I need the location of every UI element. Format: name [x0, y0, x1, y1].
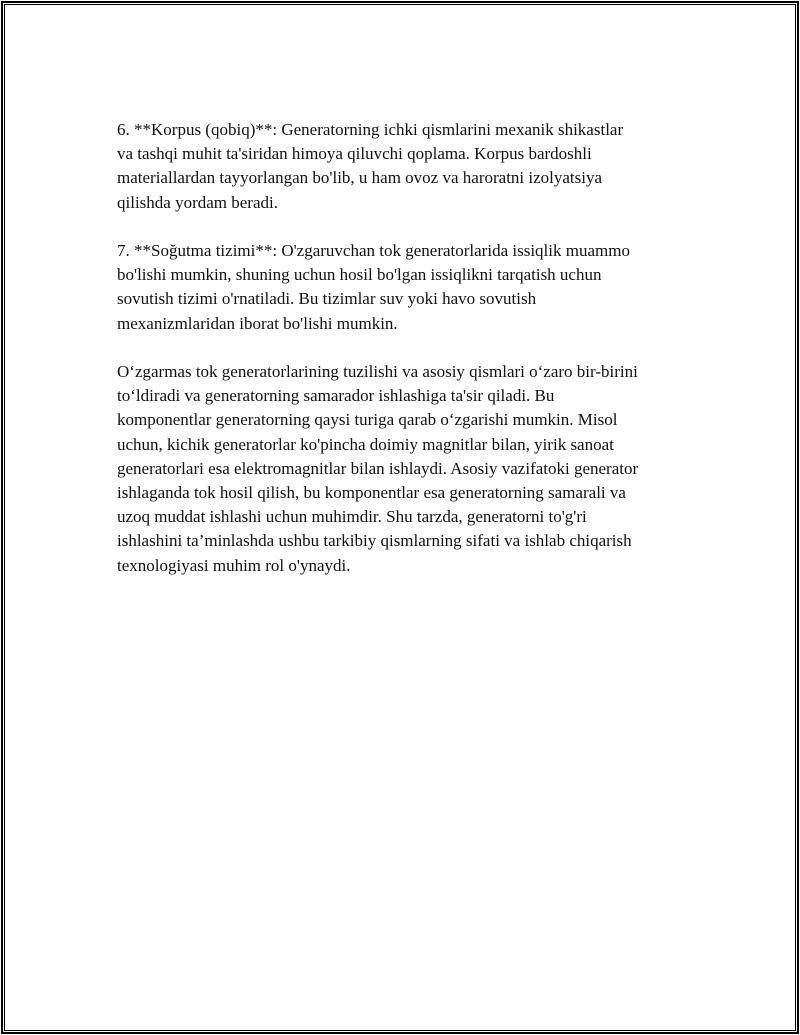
document-body: [117, 118, 697, 602]
paragraph-summary: O‘zgarmas tok generatorlarining tuzilishi va asosiy qismlari o‘zaro bir-birini to‘ldiradi va generatorning samarador ishlashiga ta'sir qiladi. Bu komponentlar generatorning qaysi turiga qarab o‘zgarishi mumkin. Misol uchun, kichik generatorlar ko'pincha doimiy magnitlar bilan, yirik sanoat generatorlari esa elektromagnitlar bilan ishlaydi. Asosiy vazifatoki generator ishlaganda tok hosil qilish, bu komponentlar esa generatorning samarali va uzoq muddat ishlashi uchun muhimdir. Shu tarzda, generatorni to'g'ri ishlashini ta’minlashda ushbu tarkibiy qismlarning sifati va ishlab chiqarish texnologiyasi muhim rol o'ynaydi.: [117, 362, 639, 575]
paragraph-sogutma-tizimi: 7. **Soğutma tizimi**: O'zgaruvchan tok generatorlarida issiqlik muammo bo'lishi mumkin, shuning uchun hosil bo'lgan issiqlikni tarqatish uchun sovutish tizimi o'rnatiladi. Bu tizimlar suv yoki havo sovutish mexanizmlaridan iborat bo'lishi mumkin.: [117, 241, 630, 333]
paragraph-korpus: 6. **Korpus (qobiq)**: Generatorning ichki qismlarini mexanik shikastlar va tashqi muhit ta'siridan himoya qiluvchi qoplama. Korpus bardoshli materiallardan tayyorlangan bo'lib, u ham ovoz va haroratni izolyatsiya qilishda yordam beradi.: [117, 120, 624, 212]
